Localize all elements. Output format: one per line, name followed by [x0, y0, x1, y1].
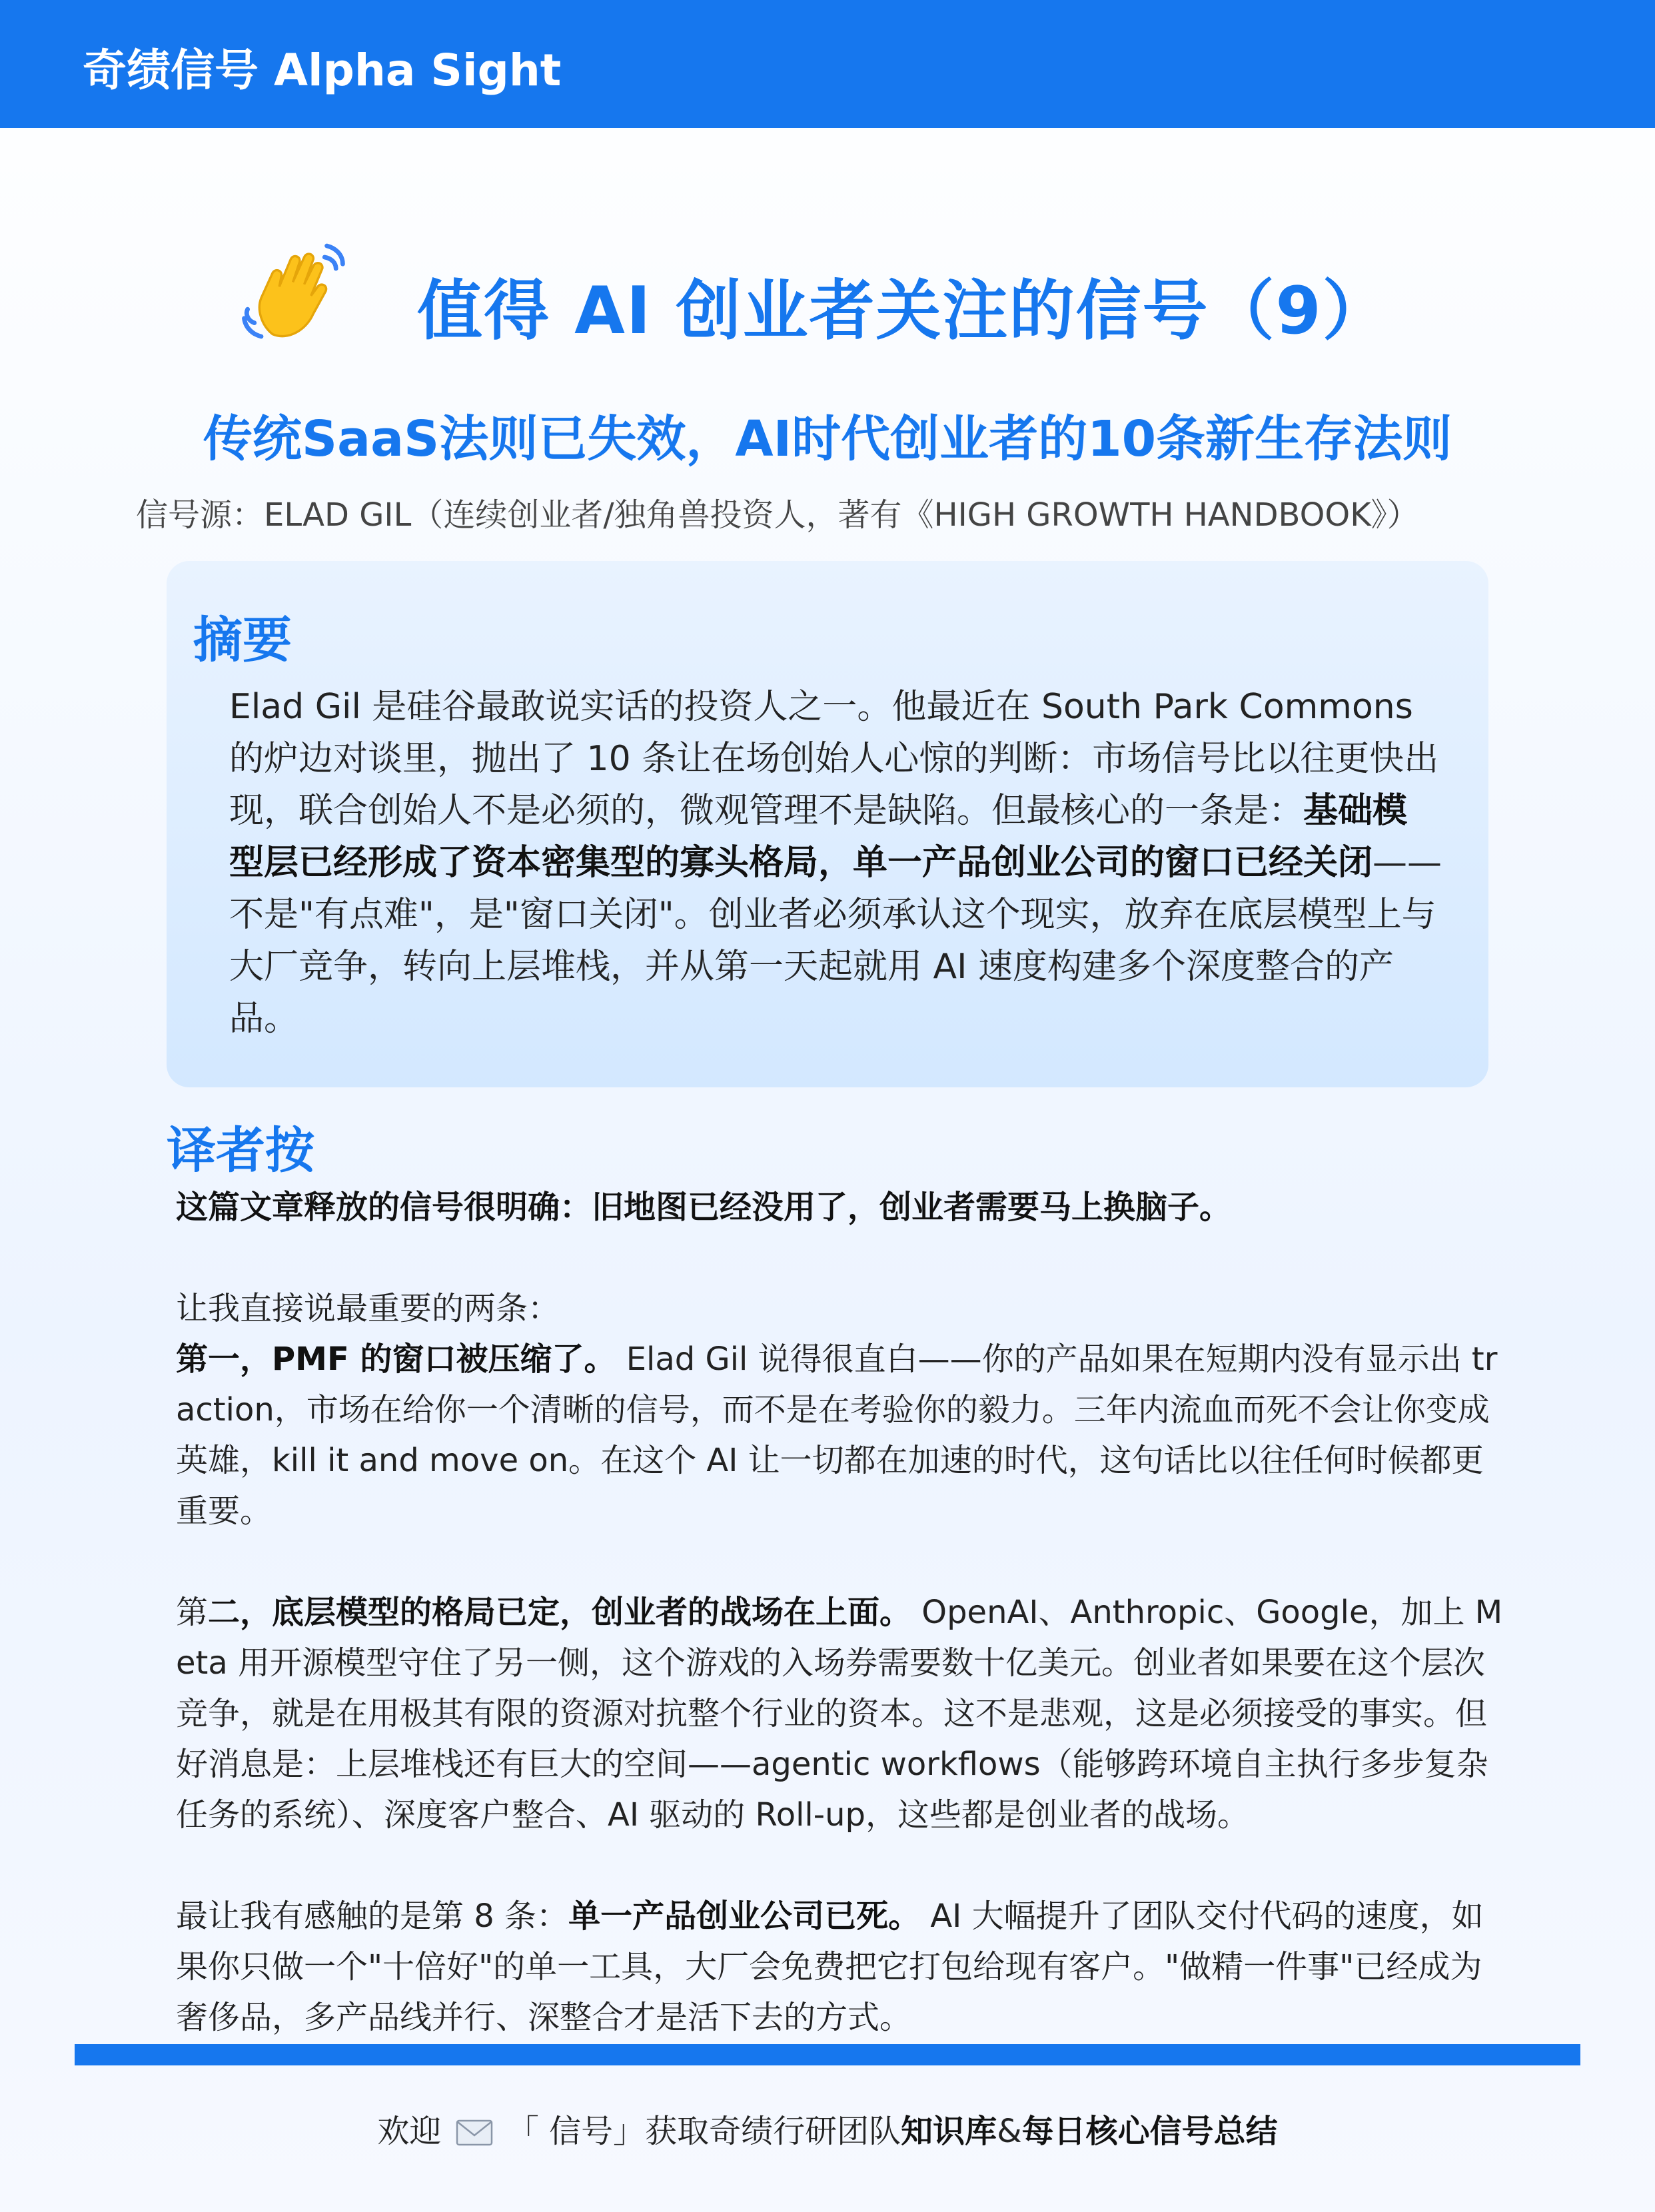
summary-heading: 摘要	[193, 612, 292, 669]
footer-knowledge-base: 知识库	[901, 2113, 997, 2150]
footer-daily-summary: 每日核心信号总结	[1021, 2113, 1278, 2150]
note-point-1	[176, 1334, 1508, 1536]
footer-cta	[0, 2105, 1655, 2151]
envelope-icon	[456, 2119, 493, 2146]
note-point-3-text: AI 大幅提升了团队交付代码的速度，如果你只做一个"十倍好"的单一工具，大厂会免费把它打包给现有客户。"做精一件事"已经成为奢侈品，多产品线并行、深整合才是活下去的方式。	[176, 1898, 1484, 2036]
paragraph-gap	[176, 1233, 1508, 1283]
note-point-2	[176, 1587, 1508, 1840]
note-lead-text: 这篇文章释放的信号很明确：旧地图已经没用了，创业者需要马上换脑子。	[176, 1189, 1232, 1226]
page-subtitle: 传统SaaS法则已失效，AI时代创业者的10条新生存法则	[203, 410, 1452, 468]
footer-prefix: 欢迎	[377, 2113, 442, 2150]
paragraph-gap	[176, 1840, 1508, 1891]
summary-key-point: 基础模型层已经形成了资本密集型的寡头格局，单一产品创业公司的窗口已经关闭	[229, 791, 1408, 883]
signal-source: 信号源：ELAD GIL（连续创业者/独角兽投资人，著有《HIGH GROWTH HANDBOOK》）	[136, 496, 1419, 534]
note-point-1-heading: 第一，PMF 的窗口被压缩了。	[176, 1341, 616, 1378]
top-bar	[0, 0, 1655, 128]
footer-middle: 「 信号」获取奇绩行研团队	[506, 2113, 901, 2150]
title-row	[0, 227, 1655, 349]
summary-text	[229, 681, 1442, 1045]
footer-amp: &	[997, 2113, 1022, 2150]
page-title: 值得 AI 创业者关注的信号（9）	[417, 273, 1389, 349]
translator-note-body	[176, 1182, 1508, 2043]
paragraph-gap	[176, 1536, 1508, 1587]
summary-card	[167, 561, 1488, 1087]
note-point-3-heading: 单一产品创业公司已死。	[568, 1898, 921, 1935]
brand-name: 奇绩信号 Alpha Sight	[83, 45, 562, 96]
note-point-2-heading: 二，底层模型的格局已定，创业者的战场在上面。	[208, 1594, 912, 1631]
note-point-1-text: Elad Gil 说得很直白——你的产品如果在短期内没有显示出 traction，市场在给你一个清晰的信号，而不是在考验你的毅力。三年内流血而死不会让你变成英雄，kill it and move on。在这个 AI 让一切都在加速的时代，这句话比以往任何时候都更重要。	[176, 1341, 1498, 1530]
note-point-2-text: OpenAI、Anthropic、Google，加上 Meta 用开源模型守住了另一侧，这个游戏的入场券需要数十亿美元。创业者如果要在这个层次竞争，就是在用极其有限的资源对抗整个行业的资本。这不是悲观，这是必须接受的事实。但好消息是：上层堆栈还有巨大的空间——agentic workflows（能够跨环境自主执行多步复杂任务的系统）、深度客户整合、AI 驱动的 Roll-up，这些都是创业者的战场。	[176, 1594, 1503, 1834]
note-point-3	[176, 1891, 1508, 2043]
summary-rest: ——不是"有点难"，是"窗口关闭"。创业者必须承认这个现实，放弃在底层模型上与大厂竞争，转向上层堆栈，并从第一天起就用 AI 速度构建多个深度整合的产品。	[229, 843, 1442, 1039]
footer-divider	[75, 2044, 1580, 2065]
waving-hand-icon	[239, 235, 352, 348]
note-point-3-prefix: 最让我有感触的是第 8 条：	[176, 1898, 569, 1935]
summary-intro: Elad Gil 是硅谷最敢说实话的投资人之一。他最近在 South Park Commons 的炉边对谈里，抛出了 10 条让在场创始人心惊的判断：市场信号比以往更快出现，联合创始人不是必须的，微观管理不是缺陷。但最核心的一条是：	[229, 687, 1439, 831]
translator-note-heading: 译者按	[167, 1122, 314, 1179]
note-lead	[176, 1182, 1508, 1233]
note-intro: 让我直接说最重要的两条：	[176, 1290, 560, 1327]
note-point-2-prefix: 第	[176, 1594, 209, 1631]
